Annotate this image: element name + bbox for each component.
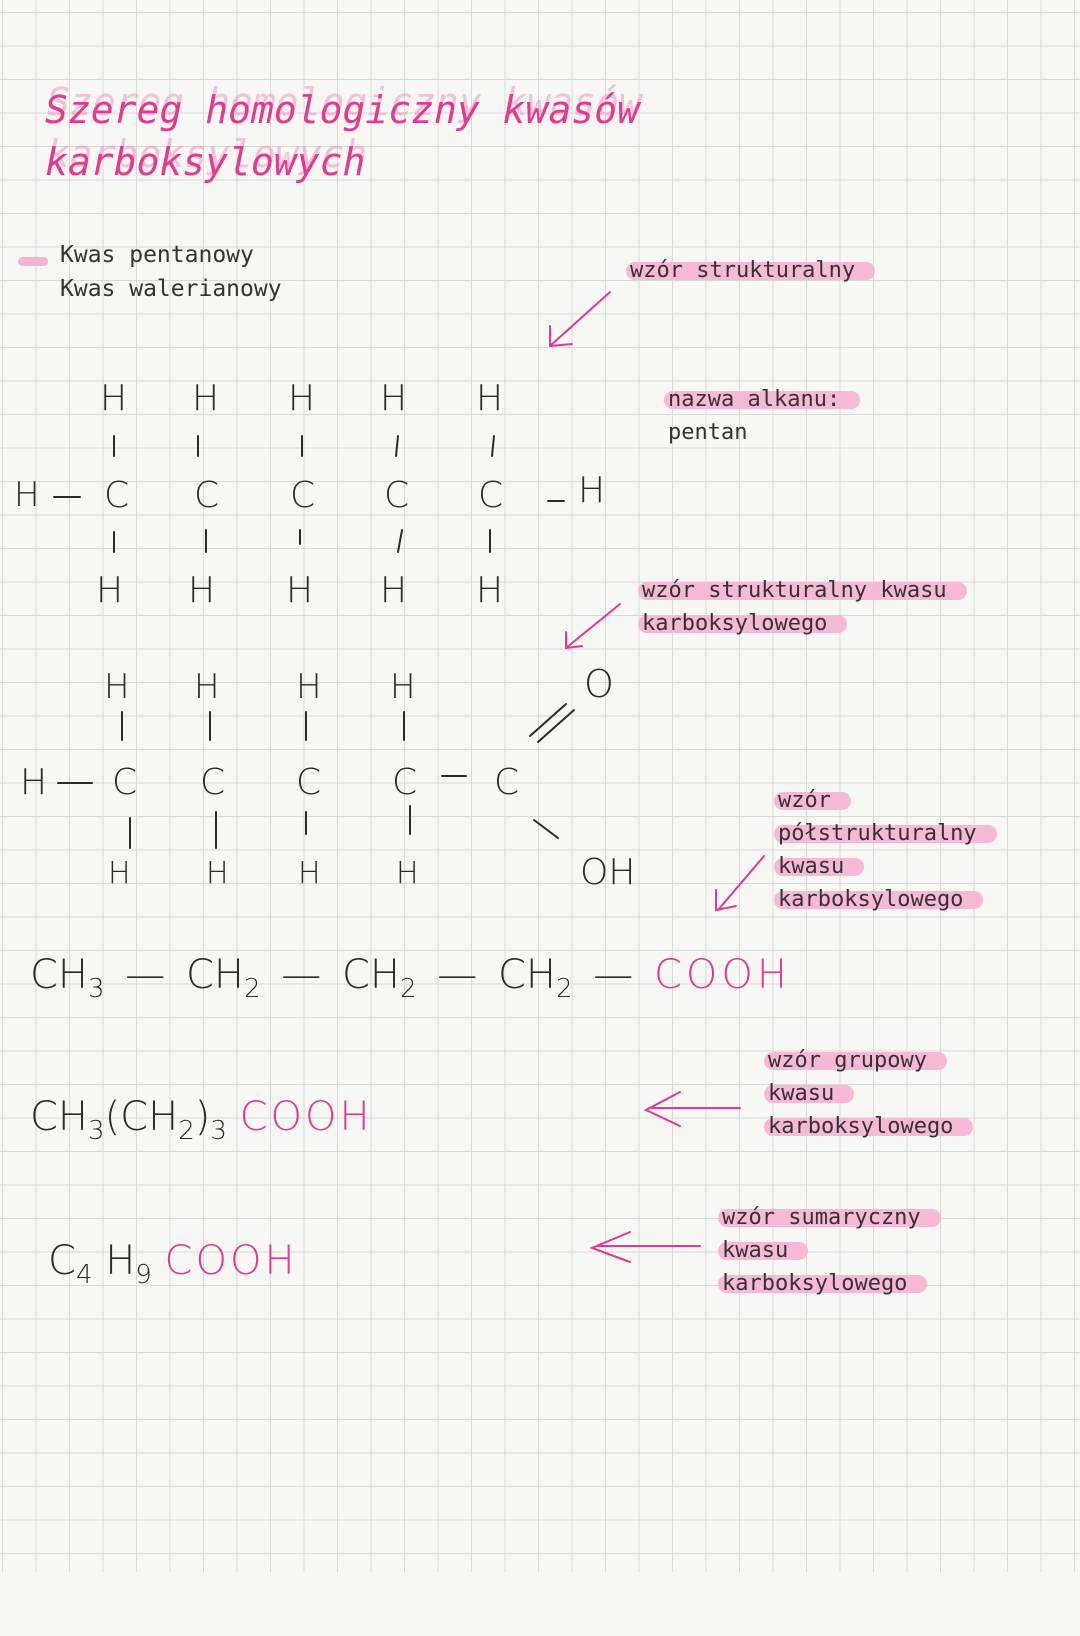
alkane-c-1: C [104,475,130,516]
note-semi-line3: kwasu [778,850,864,883]
group-ch2: (CH [104,1094,179,1140]
acid-c-3: C [296,762,322,803]
semi-ch2-3-sub: 2 [556,974,573,1004]
group-formula [30,1094,373,1146]
acid-bottom-h-3: H [298,856,321,891]
alkane-top-h-3: H [288,378,316,419]
note-structural-text: wzór strukturalny [630,254,875,287]
note-group [768,1044,973,1143]
group-paren-sub: 3 [210,1116,227,1146]
alkane-top-h-4: H [380,378,408,419]
note-semistructural [778,784,997,916]
acid-hydroxyl: OH [580,852,636,893]
summary-formula [48,1238,298,1290]
note-semi-line2: półstrukturalny [778,817,997,850]
alkane-bottom-h-3: H [286,570,314,611]
alkane-right-h: H [578,470,606,511]
alkane-bond-b4 [398,530,402,552]
name-common: Kwas walerianowy [60,276,282,302]
acid-bottom-h-4: H [396,856,419,891]
summary-h: H [105,1238,136,1284]
acid-c-4: C [392,762,418,803]
semi-ch3-sub: 3 [88,974,105,1004]
alkane-bottom-h-4: H [380,570,408,611]
arrow-icon-semistructural [716,856,764,910]
semi-ch2-1-sub: 2 [244,974,261,1004]
note-summary [722,1201,941,1300]
acid-top-h-2: H [194,667,220,707]
bullet-mark [18,257,48,266]
arrow-icon-group [646,1092,740,1126]
alkane-bond-v5 [492,436,494,456]
acid-bond-double-2 [538,710,574,742]
alkane-bottom-h-5: H [476,570,504,611]
summary-h-sub: 9 [135,1260,152,1290]
name-systematic: Kwas pentanowy [60,242,254,268]
acid-top-h-4: H [390,667,416,707]
note-summary-line1: wzór sumaryczny [722,1201,941,1234]
alkane-bottom-h-1: H [96,570,124,611]
alkane-left-h: H [14,475,40,515]
arrow-icon-acid-structural [566,604,620,648]
page-margin [0,1572,1080,1636]
alkane-c-4: C [384,475,410,516]
acid-c-2: C [200,762,226,803]
summary-c-sub: 4 [75,1260,93,1290]
alkane-top-h-5: H [476,378,504,419]
acid-oxygen: O [584,662,614,706]
note-group-line2: kwasu [768,1077,854,1110]
note-group-line3: karboksylowego [768,1110,973,1143]
note-acid-structural-line2: karboksylowego [642,607,847,640]
alkane-top-h-1: H [100,378,128,419]
alkane-bottom-h-2: H [188,570,216,611]
alkane-top-h-2: H [192,378,220,419]
note-alkane-name-line1: nazwa alkanu: [668,383,860,416]
note-acid-structural [642,574,967,640]
semi-ch3: CH [30,952,89,998]
acid-bottom-h-2: H [206,856,229,891]
group-paren-close: ) [194,1094,211,1140]
acid-top-h-3: H [296,667,322,707]
summary-cooh: COOH [164,1238,298,1284]
acid-c-5: C [494,762,520,803]
note-group-line1: wzór grupowy [768,1044,947,1077]
note-semi-line1: wzór [778,784,851,817]
alkane-c-5: C [478,475,504,516]
note-structural [630,254,875,287]
semi-ch2-2: CH [342,952,401,998]
alkane-c-2: C [194,475,220,516]
semi-ch2-3: CH [498,952,557,998]
group-ch3: CH [30,1094,89,1140]
acid-bottom-h-1: H [108,856,131,891]
summary-c: C [48,1238,76,1284]
note-alkane-name-line2: pentan [668,420,748,445]
acid-bond-double-1 [530,704,566,736]
group-ch3-sub: 3 [88,1116,105,1146]
acid-left-h: H [20,762,48,803]
acid-bond-oh [534,820,558,838]
alkane-bond-v4 [396,436,398,456]
group-ch2-sub: 2 [178,1116,195,1146]
acid-c-1: C [112,762,138,803]
group-cooh: COOH [239,1094,373,1140]
note-summary-line3: karboksylowego [722,1267,927,1300]
semi-ch2-2-sub: 2 [400,974,417,1004]
note-summary-line2: kwasu [722,1234,808,1267]
semi-cooh: COOH [654,952,791,998]
title-line-2: karboksylowych [45,140,366,184]
acid-top-h-1: H [104,667,130,707]
semi-ch2-1: CH [186,952,245,998]
title-line-1: Szereg homologiczny kwasów [45,88,640,132]
arrow-icon-summary [592,1232,700,1262]
alkane-c-3: C [290,475,316,516]
note-semi-line4: karboksylowego [778,883,983,916]
semi-structural-formula: $CH_3$ — $CH_2$ — $CH_2$ — $CH_2$ — COOH [30,952,791,1004]
note-alkane-name [668,383,860,449]
arrow-icon-structural [550,292,610,346]
note-acid-structural-line1: wzór strukturalny kwasu [642,574,967,607]
